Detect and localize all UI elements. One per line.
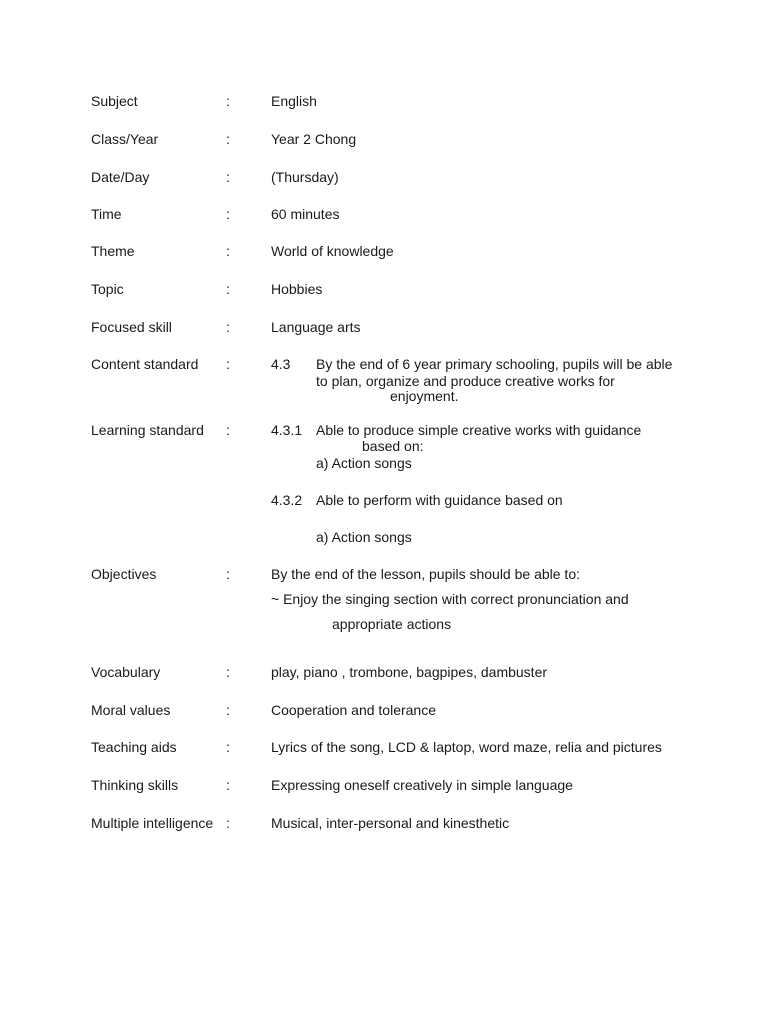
objectives-colon: : [226,566,230,582]
date-day-label: Date/Day [91,169,150,185]
vocabulary-colon: : [226,664,230,680]
date-day-colon: : [226,169,230,185]
theme-label: Theme [91,243,135,259]
time-value: 60 minutes [271,206,340,222]
objectives-line3: appropriate actions [332,616,452,632]
moral-values-colon: : [226,702,230,718]
learning-standard-item1-number: 4.3.1 [271,422,303,438]
learning-standard-item2-line1: Able to perform with guidance based on [316,492,563,508]
class-year-label: Class/Year [91,131,159,147]
subject-value: English [271,93,317,109]
subject-colon: : [226,93,230,109]
objectives-line2: ~ Enjoy the singing section with correct pronunciation and [271,591,629,607]
moral-values-value: Cooperation and tolerance [271,702,437,718]
topic-colon: : [226,281,230,297]
theme-colon: : [226,243,230,259]
learning-standard-label: Learning standard [91,422,204,438]
multiple-intelligence-value: Musical, inter-personal and kinesthetic [271,815,510,831]
vocabulary-value: play, piano , trombone, bagpipes, dambuster [271,664,548,680]
thinking-skills-label: Thinking skills [91,777,179,793]
learning-standard-item2-number: 4.3.2 [271,492,303,508]
content-standard-line2: to plan, organize and produce creative works for [316,373,615,389]
multiple-intelligence-colon: : [226,815,230,831]
topic-label: Topic [91,281,124,297]
time-colon: : [226,206,230,222]
date-day-value: (Thursday) [271,169,339,185]
class-year-colon: : [226,131,230,147]
content-standard-colon: : [226,356,230,372]
content-standard-line1: By the end of 6 year primary schooling, pupils will be able [316,356,673,372]
theme-value: World of knowledge [271,243,394,259]
content-standard-label: Content standard [91,356,199,372]
objectives-line1: By the end of the lesson, pupils should be able to: [271,566,580,582]
learning-standard-item2-sub: a) Action songs [316,529,412,545]
focused-skill-label: Focused skill [91,319,172,335]
learning-standard-colon: : [226,422,230,438]
content-standard-line3: enjoyment. [390,388,459,404]
focused-skill-value: Language arts [271,319,361,335]
thinking-skills-colon: : [226,777,230,793]
thinking-skills-value: Expressing oneself creatively in simple language [271,777,573,793]
teaching-aids-value: Lyrics of the song, LCD & laptop, word maze, relia and pictures [271,739,662,755]
vocabulary-label: Vocabulary [91,664,161,680]
teaching-aids-label: Teaching aids [91,739,177,755]
learning-standard-item1-line2: based on: [362,438,424,454]
learning-standard-item1-sub: a) Action songs [316,455,412,471]
multiple-intelligence-label: Multiple intelligence [91,815,214,831]
time-label: Time [91,206,122,222]
teaching-aids-colon: : [226,739,230,755]
learning-standard-item1-line1: Able to produce simple creative works with guidance [316,422,642,438]
subject-label: Subject [91,93,138,109]
objectives-label: Objectives [91,566,157,582]
topic-value: Hobbies [271,281,323,297]
content-standard-number: 4.3 [271,356,291,372]
moral-values-label: Moral values [91,702,171,718]
focused-skill-colon: : [226,319,230,335]
class-year-value: Year 2 Chong [271,131,357,147]
